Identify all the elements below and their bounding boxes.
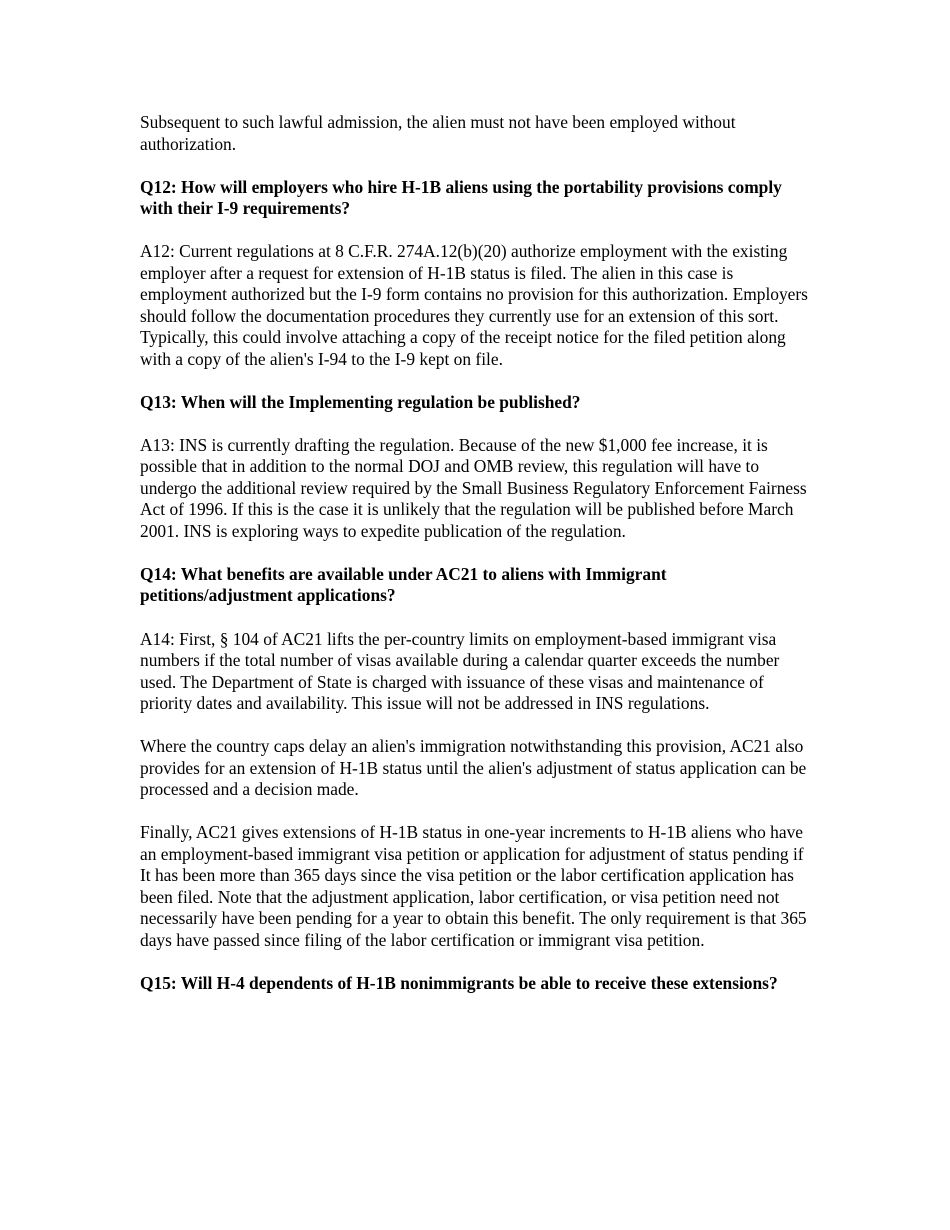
answer-a13: A13: INS is currently drafting the regulation. Because of the new $1,000 fee increase, it is possible that in addition to the normal DOJ and OMB review, this regulation will have to undergo the additional review required by the Small Business Regulatory Enforcement Fairness Act of 1996. If this is the case it is unlikely that the regulation will be published before March 2001. INS is exploring ways to expedite publication of the regulation. [140,434,807,541]
answer-a12: A12: Current regulations at 8 C.F.R. 274A.12(b)(20) authorize employment with the existing employer after a request for extension of H-1B status is filed. The alien in this case is employment authorized but the I-9 form contains no provision for this authorization. Employers should follow the documentation procedures they currently use for an extension of this sort. Typically, this could involve attaching a copy of the receipt notice for the filed petition along with a copy of the alien's I-94 to the I-9 kept on file. [140,241,808,369]
answer-a14-part3: Finally, AC21 gives extensions of H-1B status in one-year increments to H-1B aliens who have an employment-based immigrant visa petition or application for adjustment of status pending if It has been more than 365 days since the visa petition or the labor certification application has been filed. Note that the adjustment application, labor certification, or visa petition need not necessarily have been pending for a year to obtain this benefit. The only requirement is that 365 days have passed since filing of the labor certification or immigrant visa petition. [140,822,807,950]
question-q12: Q12: How will employers who hire H-1B aliens using the portability provisions comply with their I-9 requirements? [140,176,782,219]
answer-a14-part1: A14: First, § 104 of AC21 lifts the per-country limits on employment-based immigrant visa numbers if the total number of visas available during a calendar quarter exceeds the number used. The Department of State is charged with issuance of these visas and maintenance of priority dates and availability. This issue will not be addressed in INS regulations. [140,628,780,714]
question-q13: Q13: When will the Implementing regulation be published? [140,391,581,412]
question-q15: Q15: Will H-4 dependents of H-1B nonimmigrants be able to receive these extensions? [140,972,778,993]
paragraph-lawful-admission: Subsequent to such lawful admission, the alien must not have been employed without authorization. [140,112,736,154]
answer-a14-part2: Where the country caps delay an alien's immigration notwithstanding this provision, AC21 also provides for an extension of H-1B status until the alien's adjustment of status application can be processed and a decision made. [140,736,807,800]
document-page [140,112,812,1016]
question-q14: Q14: What benefits are available under AC21 to aliens with Immigrant petitions/adjustment applications? [140,563,667,606]
